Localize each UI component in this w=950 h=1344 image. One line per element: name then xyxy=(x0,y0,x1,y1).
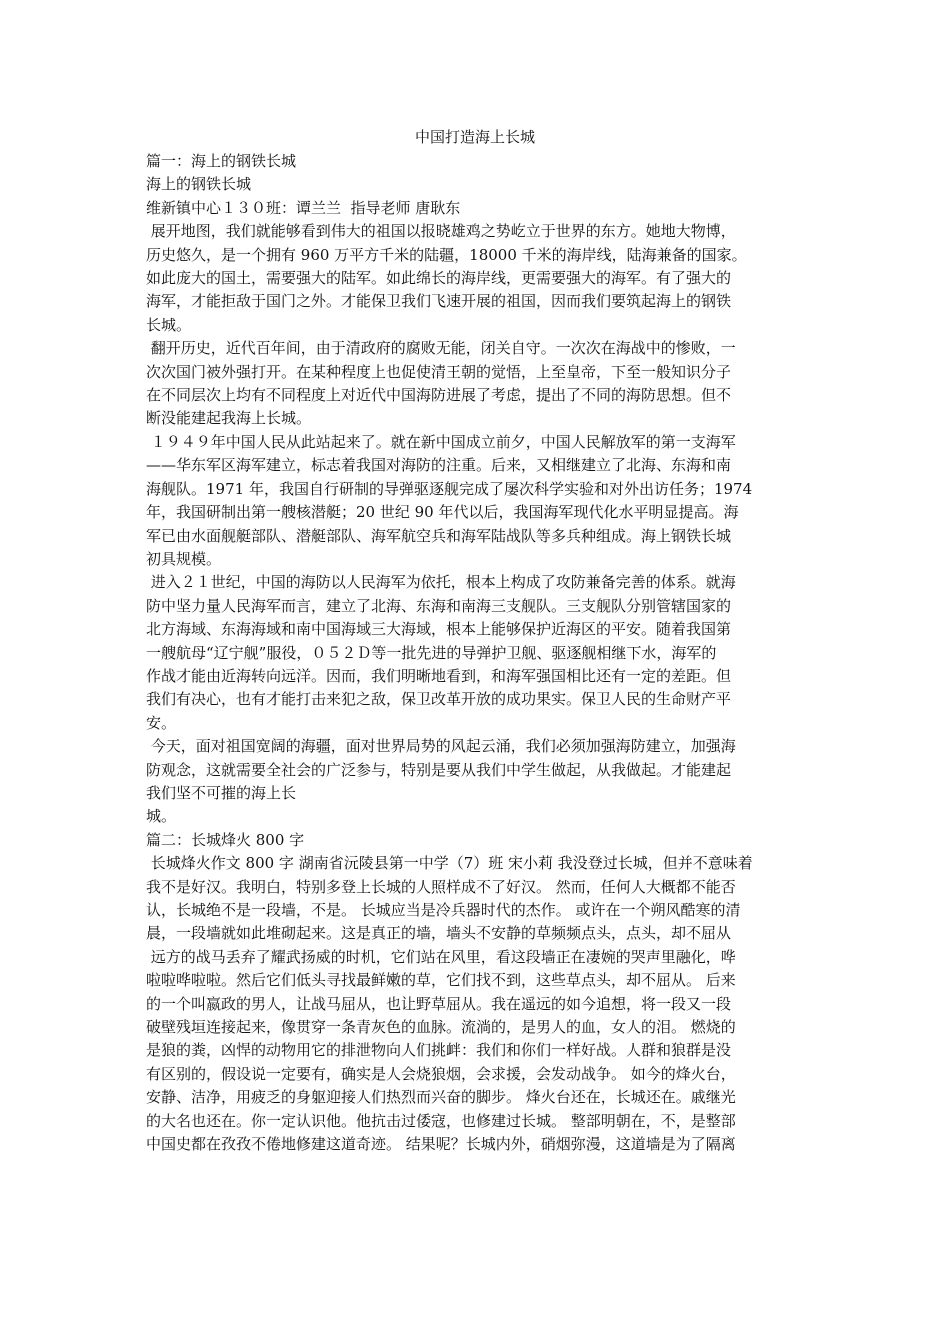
text-line: 晨，一段墙就如此堆砌起来。这是真正的墙，墙头不安静的草频频点头，点头，却不屈从 xyxy=(146,924,732,943)
text-line: 历史悠久，是一个拥有 960 万平方千米的陆疆，18000 千米的海岸线，陆海兼备的国家。 xyxy=(146,245,747,264)
document-title: 中国打造海上长城 xyxy=(414,128,535,146)
text-line: 的大名也还在。你一定认识他。他抗击过倭寇，也修建过长城。 整部明朝在，不，是整部 xyxy=(146,1111,736,1130)
text-line: 海上的钢铁长城 xyxy=(146,175,252,194)
text-line: 海军，才能拒敌于国门之外。才能保卫我们飞速开展的祖国，因而我们要筑起海上的钢铁 xyxy=(146,292,732,311)
text-line: 我们坚不可摧的海上长 xyxy=(146,783,297,802)
text-line: 维新镇中心１３０班：谭兰兰 指导老师 唐耿东 xyxy=(146,198,461,217)
text-line: 是狼的粪，凶悍的动物用它的排泄物向人们挑衅：我们和你们一样好战。人群和狼群是没 xyxy=(146,1041,732,1060)
text-line: 断没能建起我海上长城。 xyxy=(146,409,312,428)
text-line: ——华东军区海军建立，标志着我国对海防的注重。后来，又相继建立了北海、东海和南 xyxy=(146,456,732,475)
text-line: 初具规模。 xyxy=(146,549,222,568)
text-line: 防观念，这就需要全社会的广泛参与，特别是要从我们中学生做起，从我做起。才能建起 xyxy=(146,760,732,779)
text-line: 安静、洁净，用疲乏的身躯迎接人们热烈而兴奋的脚步。 烽火台还在，长城还在。戚继光 xyxy=(146,1088,736,1107)
text-line: 篇二：长城烽火 800 字 xyxy=(146,830,305,849)
text-line: 军已由水面舰艇部队、潜艇部队、海军航空兵和海军陆战队等多兵种组成。海上钢铁长城 xyxy=(146,526,732,545)
text-line: 安。 xyxy=(146,713,177,732)
text-line: 次次国门被外强打开。在某种程度上也促使清王朝的觉悟，上至皇帝，下至一般知识分子 xyxy=(146,362,732,381)
document-body xyxy=(146,150,808,1156)
text-line: 中国史都在孜孜不倦地修建这道奇迹。 结果呢？长城内外，硝烟弥漫，这道墙是为了隔离 xyxy=(146,1135,736,1154)
text-line: 进入２１世纪，中国的海防以人民海军为依托，根本上构成了攻防兼备完善的体系。就海 xyxy=(146,573,736,592)
text-line: 北方海域、东海海域和南中国海域三大海域，根本上能够保护近海区的平安。随着我国第 xyxy=(146,620,732,639)
text-line: １９４９年中国人民从此站起来了。就在新中国成立前夕，中国人民解放军的第一支海军 xyxy=(146,432,736,451)
text-line: 在不同层次上均有不同程度上对近代中国海防进展了考虑，提出了不同的海防思想。但不 xyxy=(146,386,732,405)
text-line: 破壁残垣连接起来，像贯穿一条青灰色的血脉。流淌的，是男人的血，女人的泪。 燃烧的 xyxy=(146,1018,736,1037)
text-line: 防中坚力量人民海军而言，建立了北海、东海和南海三支舰队。三支舰队分别管辖国家的 xyxy=(146,596,732,615)
text-line: 远方的战马丢弃了耀武扬威的时机，它们站在风里，看这段墙正在凄婉的哭声里融化，哗 xyxy=(146,947,736,966)
text-line: 我不是好汉。我明白，特别多登上长城的人照样成不了好汉。 然而，任何人大概都不能否 xyxy=(146,877,736,896)
text-line: 的一个叫嬴政的男人，让战马屈从，也让野草屈从。我在遥远的如今追想，将一段又一段 xyxy=(146,994,732,1013)
text-line: 翻开历史，近代百年间，由于清政府的腐败无能，闭关自守。一次次在海战中的惨败，一 xyxy=(146,339,736,358)
text-line: 展开地图，我们就能够看到伟大的祖国以报晓雄鸡之势屹立于世界的东方。她地大物博， xyxy=(146,222,736,241)
text-line: 认，长城绝不是一段墙，不是。 长城应当是冷兵器时代的杰作。 或许在一个朔风酷寒的清 xyxy=(146,901,741,919)
text-line: 啦啦哗啦啦。然后它们低头寻找最鲜嫩的草，它们找不到，这些草点头，却不屈从。 后来 xyxy=(146,971,736,990)
text-line: 城。 xyxy=(146,807,177,826)
text-line: 作战才能由近海转向远洋。因而，我们明晰地看到，和海军强国相比还有一定的差距。但 xyxy=(146,666,732,685)
text-line: 今天，面对祖国宽阔的海疆，面对世界局势的风起云涌，我们必须加强海防建立，加强海 xyxy=(146,737,736,756)
text-line: 一艘航母“辽宁舰”服役，０５２Ｄ等一批先进的导弹护卫舰、驱逐舰相继下水，海军的 xyxy=(146,643,717,662)
text-line: 年，我国研制出第一艘核潜艇；20 世纪 90 年代以后，我国海军现代化水平明显提高。海 xyxy=(146,503,739,522)
text-line: 有区别的，假设说一定要有，确实是人会烧狼烟，会求援，会发动战争。 如今的烽火台， xyxy=(146,1064,736,1083)
text-line: 篇一：海上的钢铁长城 xyxy=(146,152,297,170)
text-line: 如此庞大的国土，需要强大的陆军。如此绵长的海岸线，更需要强大的海军。有了强大的 xyxy=(146,269,732,288)
text-line: 长城烽火作文 800 字 湖南省沅陵县第一中学（7）班 宋小莉 我没登过长城，但并不意味着 xyxy=(146,854,753,873)
text-line: 我们有决心，也有才能打击来犯之敌，保卫改革开放的成功果实。保卫人民的生命财产平 xyxy=(146,690,732,709)
text-line: 长城。 xyxy=(146,315,192,334)
text-line: 海舰队。1971 年，我国自行研制的导弹驱逐舰完成了屡次科学实验和对外出访任务；1974 xyxy=(146,479,753,498)
